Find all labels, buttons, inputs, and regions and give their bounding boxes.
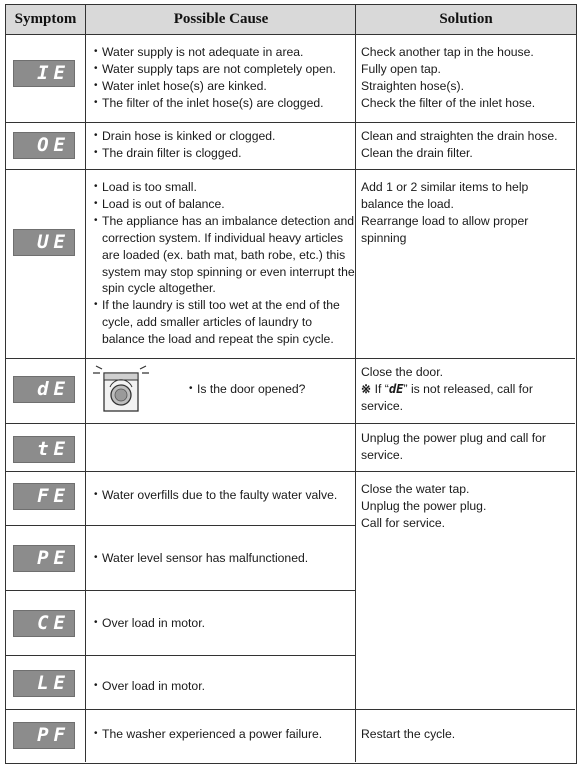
- cause-item: • The washer experienced a power failure.: [94, 726, 356, 743]
- row-divider: [6, 358, 575, 359]
- possible-cause-list: [94, 128, 356, 162]
- possible-cause-list: [94, 44, 356, 112]
- error-code-display: PF: [13, 722, 75, 749]
- troubleshooting-table: [5, 4, 577, 764]
- solution-text: [361, 481, 573, 532]
- cause-item: • Over load in motor.: [94, 678, 356, 695]
- note-error-code: dE: [388, 381, 404, 396]
- cause-item: • If the laundry is still too wet at the end of the cycle, add smaller articles of laundry to balance the load and repeat the spin cycle.: [94, 297, 356, 348]
- header-solution: Solution: [439, 11, 493, 27]
- solution-line: Clean and straighten the drain hose.: [361, 129, 558, 143]
- cause-item: • Over load in motor.: [94, 615, 356, 632]
- cause-item: • The drain filter is clogged.: [94, 145, 356, 162]
- cause-item: • Load is out of balance.: [94, 196, 356, 213]
- column-divider: [355, 5, 356, 762]
- cause-item: • Water inlet hose(s) are kinked.: [94, 78, 356, 95]
- row-divider: [6, 590, 355, 591]
- solution-line: Restart the cycle.: [361, 727, 456, 741]
- row-divider: [6, 709, 575, 710]
- note-suffix: ” is not released, call for service.: [361, 381, 533, 413]
- error-code-display: PE: [13, 545, 75, 572]
- cause-item: • Is the door opened?: [189, 381, 349, 398]
- error-code-display: OE: [13, 132, 75, 159]
- possible-cause-list: [189, 381, 349, 398]
- error-code-display: UE: [13, 229, 75, 256]
- cause-item: • The appliance has an imbalance detection and correction system. If individual heavy articles are loaded (ex. bath mat, bath robe, etc.) this system may stop spinning or even interrupt the spin cycle altogether.: [94, 213, 356, 298]
- note-symbol: ※: [361, 381, 372, 396]
- solution-text: [361, 128, 573, 162]
- error-code-display: LE: [13, 670, 75, 697]
- washer-door-open-icon: [92, 365, 156, 413]
- row-divider: [6, 525, 355, 526]
- cause-item: • Drain hose is kinked or clogged.: [94, 128, 356, 145]
- cause-item: • Water supply is not adequate in area.: [94, 44, 356, 61]
- solution-line: Straighten hose(s).: [361, 78, 464, 93]
- solution-line: Unplug the power plug.: [361, 498, 487, 513]
- header-symptom: Symptom: [14, 11, 77, 27]
- row-divider: [6, 122, 575, 123]
- error-code-display: FE: [13, 483, 75, 510]
- solution-line: Close the water tap.: [361, 482, 470, 496]
- solution-text: [361, 726, 573, 743]
- cause-item: • Water overfills due to the faulty water valve.: [94, 487, 356, 504]
- solution-note: [361, 381, 573, 415]
- cause-item: • Load is too small.: [94, 179, 356, 196]
- solution-text: [361, 364, 573, 415]
- row-divider: [6, 655, 355, 656]
- solution-line: Close the door.: [361, 365, 443, 379]
- possible-cause-list: [94, 487, 356, 504]
- solution-line: Check the filter of the inlet hose.: [361, 95, 536, 110]
- solution-line: Add 1 or 2 similar items to help balance the load.: [361, 180, 529, 211]
- table-header: [6, 5, 576, 35]
- error-code-display: dE: [13, 376, 75, 403]
- row-divider: [6, 423, 575, 424]
- solution-text: [361, 179, 573, 247]
- error-code-display: CE: [13, 610, 75, 637]
- solution-line: Check another tap in the house.: [361, 45, 534, 59]
- possible-cause-list: [94, 615, 356, 632]
- possible-cause-list: [94, 179, 356, 348]
- possible-cause-list: [94, 726, 356, 743]
- possible-cause-list: [94, 678, 356, 695]
- cause-item: • The filter of the inlet hose(s) are clogged.: [94, 95, 356, 112]
- solution-line: Clean the drain filter.: [361, 145, 473, 160]
- note-prefix: If “: [374, 381, 389, 396]
- error-code-display: tE: [13, 436, 75, 463]
- solution-text: [361, 44, 573, 112]
- solution-line: Rearrange load to allow proper spinning: [361, 213, 529, 245]
- header-possible-cause: Possible Cause: [173, 11, 269, 27]
- solution-line: Call for service.: [361, 515, 445, 530]
- cause-item: • Water supply taps are not completely open.: [94, 61, 356, 78]
- row-divider: [6, 471, 575, 472]
- error-code-display: IE: [13, 60, 75, 87]
- solution-line: Fully open tap.: [361, 61, 441, 76]
- column-divider: [85, 5, 86, 762]
- row-divider: [6, 169, 575, 170]
- cause-item: • Water level sensor has malfunctioned.: [94, 550, 356, 567]
- solution-text: [361, 430, 573, 464]
- possible-cause-list: [94, 550, 356, 567]
- solution-line: Unplug the power plug and call for service.: [361, 431, 546, 462]
